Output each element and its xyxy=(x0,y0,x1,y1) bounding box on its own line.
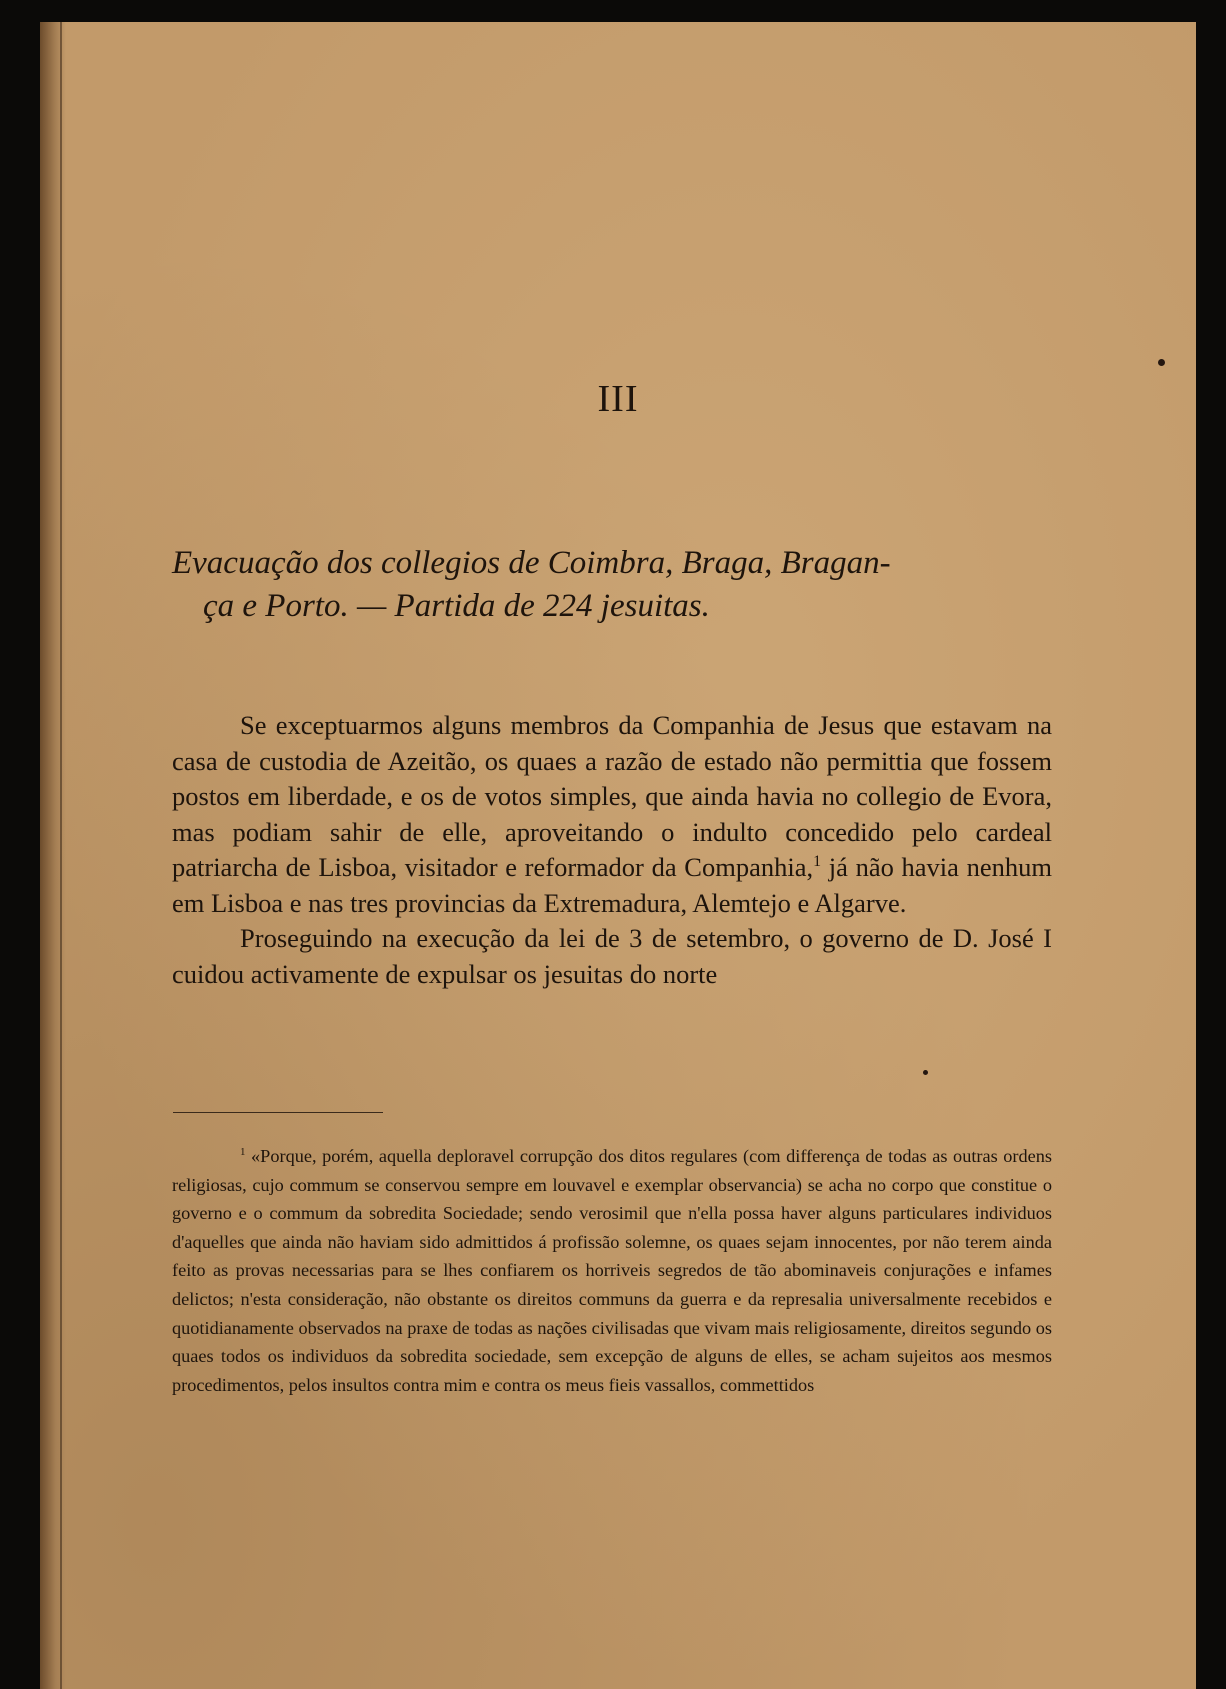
paragraph-2: Proseguindo na execução da lei de 3 de setembro, o governo de D. José I cuidou activamente de expulsar os jesuitas do norte xyxy=(172,923,1052,989)
book-page xyxy=(40,22,1196,1689)
footnote-1-text: «Porque, porém, aquella deploravel corrupção dos ditos regulares (com differença de todas as outras ordens religiosas, cujo commum se conservou sempre em louvavel e exemplar observancia) se acha no corpo que constitue o governo e o commum da sobredita Sociedade; sendo verosimil que n'ella possa haver alguns particulares individuos d'aquelles que ainda não haviam sido admittidos á profissão solemne, os quaes sejam innocentes, por não terem ainda feito as provas necessarias para se lhes confiarem os horriveis segredos de tão abominaveis conjurações e infames delictos; n'esta consideração, não obstante os direitos communs da guerra e da represalia universalmente recebidos e quotidianamente observados na praxe de todas as nações civilisadas que vivam mais religiosamente, direitos segundo os quaes todos os individuos da sobredita sociedade, sem excepção de alguns de elles, se acham sujeitos aos mesmos procedimentos, pelos insultos contra mim e contra os meus fieis vassallos, commettidos xyxy=(172,1146,1053,1395)
page-gutter-line xyxy=(60,22,62,1689)
footnote-reference: 1 xyxy=(813,853,822,871)
page-spine-shadow xyxy=(40,22,66,1689)
chapter-title-line-2: ça e Porto. — Partida de 224 jesuitas. xyxy=(203,588,710,624)
footnote-1 xyxy=(172,1142,1052,1399)
footnote-marker: 1 xyxy=(240,1145,246,1158)
footnote-separator xyxy=(173,1112,383,1113)
chapter-title-line-1: Evacuação dos collegios de Coimbra, Braga, Bragan- xyxy=(172,545,891,581)
ink-speck xyxy=(923,1070,928,1075)
paragraph-1-text: Se exceptuarmos alguns membros da Companhia de Jesus que estavam na casa de custodia de Azeitão, os quaes a razão de estado não permittia que fossem postos em liberdade, e os de votos simples, que ainda havia no collegio de Evora, mas podiam sahir de elle, aproveitando o indulto concedido pelo cardeal patriarcha de Lisboa, visitador e reformador da Companhia, xyxy=(172,710,1052,882)
footnotes xyxy=(172,1142,1052,1399)
ink-speck xyxy=(1158,359,1165,366)
paragraph-1 xyxy=(172,708,1052,921)
paragraph-1-continuation: já não havia nenhum em Lisboa e nas tres provincias da Extremadura, Alemtejo e Algarve. xyxy=(172,852,1052,918)
body-text xyxy=(172,708,1052,992)
chapter-number: III xyxy=(597,378,639,420)
chapter-title xyxy=(172,542,1052,628)
